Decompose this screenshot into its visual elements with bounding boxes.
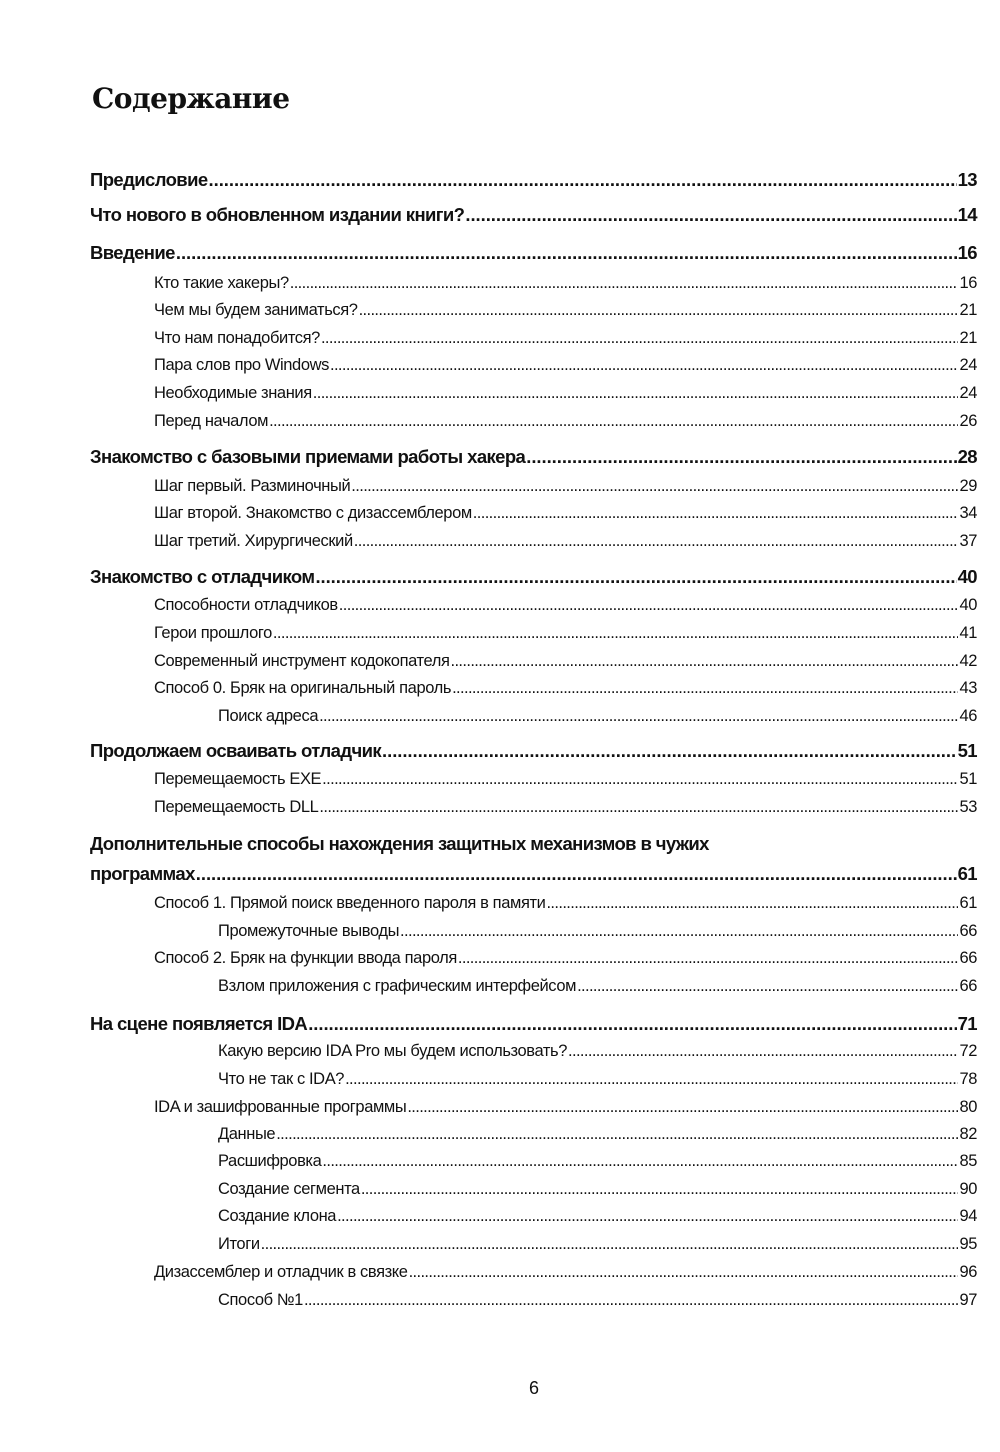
dot-leader — [407, 1095, 958, 1119]
toc-entry[interactable] — [218, 919, 977, 943]
toc-entry[interactable] — [154, 593, 977, 617]
toc-entry-title: Шаг первый. Разминочный — [154, 477, 351, 495]
toc-entry[interactable] — [90, 168, 977, 192]
toc-entry-page: 40 — [957, 566, 977, 587]
toc-entry-title: Герои прошлого — [154, 624, 272, 642]
toc-entry-page: 61 — [957, 863, 977, 884]
toc-entry-page: 37 — [959, 532, 977, 550]
dot-leader — [400, 919, 958, 943]
page-title: Содержание — [92, 82, 290, 115]
dot-leader — [361, 1177, 959, 1201]
dot-leader — [261, 1232, 959, 1256]
toc-entry[interactable] — [218, 1177, 977, 1201]
dot-leader — [351, 474, 958, 498]
toc-entry-title: Чем мы будем заниматься? — [154, 301, 358, 319]
toc-entry-page: 78 — [959, 1070, 977, 1088]
toc-entry[interactable] — [154, 649, 977, 673]
toc-entry-title: Создание сегмента — [218, 1180, 360, 1198]
dot-leader — [526, 445, 956, 469]
toc-entry[interactable] — [154, 891, 977, 915]
toc-entry-page: 94 — [959, 1207, 977, 1225]
toc-entry[interactable] — [218, 1149, 977, 1173]
toc-entry[interactable] — [90, 241, 977, 265]
toc-entry-title: Знакомство с базовыми приемами работы хакера — [90, 446, 526, 467]
dot-leader — [322, 767, 958, 791]
dot-leader — [452, 676, 958, 700]
toc-entry-title: Введение — [90, 242, 175, 263]
toc-entry-page: 26 — [959, 412, 977, 430]
dot-leader — [304, 1288, 958, 1312]
toc-entry[interactable] — [154, 767, 977, 791]
toc-entry-page: 66 — [959, 922, 977, 940]
toc-entry-title: Шаг второй. Знакомство с дизассемблером — [154, 504, 472, 522]
toc-entry-title: Дизассемблер и отладчик в связке — [154, 1263, 408, 1281]
toc-entry-page: 24 — [959, 356, 977, 374]
toc-entry-title: Способ 2. Бряк на функции ввода пароля — [154, 949, 457, 967]
toc-entry-title: Предисловие — [90, 169, 208, 190]
toc-entry[interactable] — [154, 501, 977, 525]
toc-entry-page: 61 — [959, 894, 977, 912]
toc-entry-page: 34 — [959, 504, 977, 522]
toc-entry-page: 53 — [959, 798, 977, 816]
toc-entry-page: 51 — [959, 770, 977, 788]
toc-entry-page: 66 — [959, 977, 977, 995]
toc-entry[interactable] — [154, 381, 977, 405]
toc-entry-page: 90 — [959, 1180, 977, 1198]
toc-entry-page: 51 — [957, 740, 977, 761]
toc-entry-title: Создание клона — [218, 1207, 337, 1225]
toc-entry[interactable] — [154, 409, 977, 433]
dot-leader — [451, 649, 959, 673]
dot-leader — [458, 946, 959, 970]
toc-entry-page: 28 — [957, 446, 977, 467]
toc-entry-title: Способ №1 — [218, 1291, 303, 1309]
toc-entry[interactable] — [154, 271, 977, 295]
dot-leader — [354, 529, 959, 553]
toc-entry-title: Пара слов про Windows — [154, 356, 329, 374]
toc-entry[interactable] — [90, 565, 977, 589]
dot-leader — [337, 1204, 958, 1228]
toc-entry[interactable] — [90, 862, 977, 886]
toc-entry[interactable] — [218, 1232, 977, 1256]
dot-leader — [176, 241, 957, 265]
dot-leader — [273, 621, 959, 645]
toc-entry-page: 21 — [959, 329, 977, 347]
toc-entry[interactable] — [218, 1039, 977, 1063]
dot-leader — [319, 704, 958, 728]
toc-entry-title: Способности отладчиков — [154, 596, 338, 614]
toc-entry-title: Поиск адреса — [218, 707, 319, 725]
toc-entry[interactable] — [218, 704, 977, 728]
toc-entry-title: Перемещаемость EXE — [154, 770, 322, 788]
toc-entry-page: 43 — [959, 679, 977, 697]
toc-entry-page: 96 — [959, 1263, 977, 1281]
toc-entry[interactable] — [154, 326, 977, 350]
toc-entry-title: Что нового в обновленном издании книги? — [90, 204, 465, 225]
dot-leader — [473, 501, 959, 525]
toc-entry-title: Расшифровка — [218, 1152, 322, 1170]
dot-leader — [577, 974, 958, 998]
toc-entry-page: 24 — [959, 384, 977, 402]
toc-entry-title: На сцене появляется IDA — [90, 1013, 308, 1034]
dot-leader — [321, 326, 958, 350]
toc-entry[interactable] — [154, 795, 977, 819]
dot-leader — [322, 1149, 958, 1173]
toc-entry-page: 95 — [959, 1235, 977, 1253]
toc-entry-title: программах — [90, 863, 195, 884]
toc-entry-page: 82 — [959, 1125, 977, 1143]
toc-entry-page: 16 — [957, 242, 977, 263]
toc-entry-title: Знакомство с отладчиком — [90, 566, 315, 587]
dot-leader — [315, 565, 956, 589]
page-number: 6 — [528, 1378, 539, 1398]
toc-entry-page: 97 — [959, 1291, 977, 1309]
toc-entry-title: Способ 0. Бряк на оригинальный пароль — [154, 679, 452, 697]
dot-leader — [276, 1122, 958, 1146]
toc-entry-page: 21 — [959, 301, 977, 319]
toc-entry-title: Шаг третий. Хирургический — [154, 532, 353, 550]
toc-entry[interactable] — [154, 946, 977, 970]
toc-entry-title: Перед началом — [154, 412, 269, 430]
toc-entry-page: 80 — [959, 1098, 977, 1116]
toc-entry[interactable] — [90, 203, 977, 227]
toc-entry-page: 14 — [957, 204, 977, 225]
toc-entry[interactable] — [154, 529, 977, 553]
toc-entry-title: IDA и зашифрованные программы — [154, 1098, 407, 1116]
toc-entry[interactable] — [90, 739, 977, 763]
toc-entry-page: 71 — [957, 1013, 977, 1034]
dot-leader — [209, 168, 957, 192]
toc-entry[interactable] — [154, 621, 977, 645]
toc-entry[interactable] — [154, 474, 977, 498]
dot-leader — [330, 353, 958, 377]
toc-entry-title: Взлом приложения с графическим интерфейсом — [218, 977, 577, 995]
toc-entry-title: Необходимые знания — [154, 384, 312, 402]
toc-entry[interactable] — [154, 1095, 977, 1119]
toc-entry[interactable] — [154, 353, 977, 377]
toc-entry-title: Какую версию IDA Pro мы будем использовать? — [218, 1042, 568, 1060]
toc-entry-page: 72 — [959, 1042, 977, 1060]
toc-entry-title: Данные — [218, 1125, 276, 1143]
toc-entry-title: Промежуточные выводы — [218, 922, 400, 940]
toc-entry[interactable] — [154, 1260, 977, 1284]
toc-entry-title: Что не так с IDA? — [218, 1070, 345, 1088]
toc-entry[interactable] — [218, 1122, 977, 1146]
toc-entry-page: 29 — [959, 477, 977, 495]
dot-leader — [465, 203, 956, 227]
dot-leader — [196, 862, 957, 886]
toc-entry-title: Итоги — [218, 1235, 260, 1253]
dot-leader — [339, 593, 959, 617]
toc-entry-page: 13 — [957, 169, 977, 190]
toc-entry-title: Продолжаем осваивать отладчик — [90, 740, 382, 761]
toc-entry-title: Способ 1. Прямой поиск введенного пароля в памяти — [154, 894, 546, 912]
toc-entry-title-line: Дополнительные способы нахождения защитных механизмов в чужих — [90, 833, 709, 854]
toc-entry[interactable] — [218, 1288, 977, 1312]
toc-entry[interactable] — [154, 676, 977, 700]
toc-entry[interactable] — [90, 1012, 977, 1036]
dot-leader — [308, 1012, 956, 1036]
toc-entry-page: 42 — [959, 652, 977, 670]
dot-leader — [313, 381, 959, 405]
toc-entry-page: 40 — [959, 596, 977, 614]
toc-entry-title: Кто такие хакеры? — [154, 274, 289, 292]
dot-leader — [290, 271, 959, 295]
toc-entry-title: Перемещаемость DLL — [154, 798, 319, 816]
toc-entry-page: 41 — [959, 624, 977, 642]
dot-leader — [409, 1260, 959, 1284]
dot-leader — [359, 298, 959, 322]
toc-entry-title: Что нам понадобится? — [154, 329, 320, 347]
toc-entry-page: 66 — [959, 949, 977, 967]
dot-leader — [546, 891, 958, 915]
toc-entry[interactable] — [154, 298, 977, 322]
toc-entry-page: 85 — [959, 1152, 977, 1170]
dot-leader — [568, 1039, 958, 1063]
toc-entry[interactable] — [218, 974, 977, 998]
toc-entry[interactable] — [218, 1067, 977, 1091]
dot-leader — [382, 739, 957, 763]
dot-leader — [269, 409, 958, 433]
toc-entry-page: 46 — [959, 707, 977, 725]
dot-leader — [319, 795, 958, 819]
toc-entry[interactable] — [218, 1204, 977, 1228]
toc-entry-title: Современный инструмент кодокопателя — [154, 652, 450, 670]
toc-entry-page: 16 — [959, 274, 977, 292]
toc-entry[interactable] — [90, 445, 977, 469]
dot-leader — [345, 1067, 958, 1091]
